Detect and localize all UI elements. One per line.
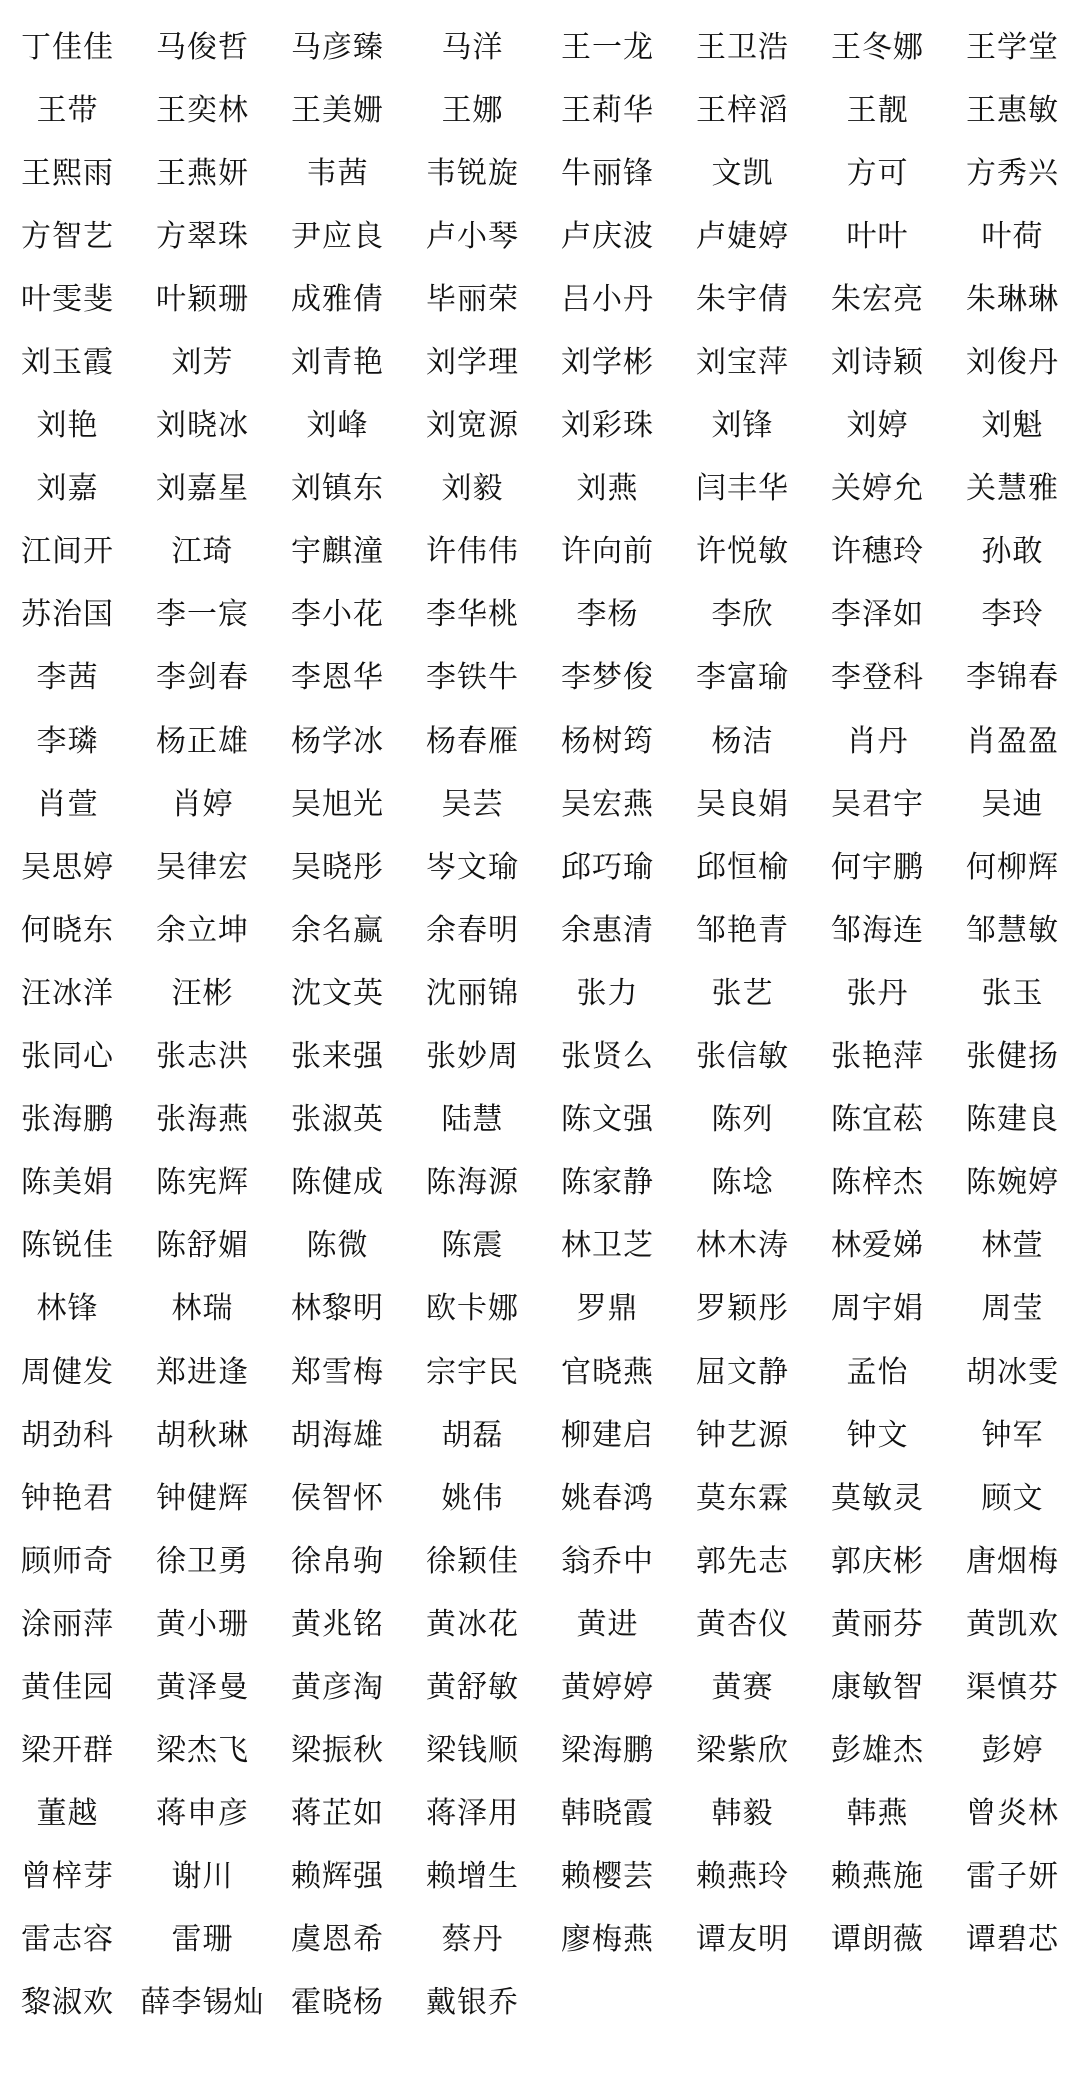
name-entry: 杨学冰 <box>291 723 384 759</box>
name-entry: 唐烟梅 <box>966 1543 1059 1579</box>
name-entry: 陈埝 <box>711 1165 774 1201</box>
name-entry: 王惠敏 <box>966 92 1059 128</box>
name-entry: 钟军 <box>981 1417 1044 1453</box>
name-entry: 余惠清 <box>561 912 654 948</box>
name-entry: 李玲 <box>981 597 1044 633</box>
name-entry: 陈宪辉 <box>156 1165 249 1201</box>
name-entry: 邹海连 <box>831 912 924 948</box>
name-entry: 林瑞 <box>171 1291 234 1327</box>
name-entry: 余立坤 <box>156 912 249 948</box>
name-entry: 彭雄杰 <box>831 1733 924 1769</box>
name-entry: 王美姗 <box>291 92 384 128</box>
name-entry: 刘婷 <box>846 408 909 444</box>
name-entry: 梁开群 <box>21 1733 114 1769</box>
name-entry: 刘锋 <box>711 408 774 444</box>
name-entry: 马彦臻 <box>291 29 384 65</box>
name-entry: 谢川 <box>171 1859 234 1895</box>
name-entry: 陈海源 <box>426 1165 519 1201</box>
name-entry: 沈丽锦 <box>426 975 519 1011</box>
name-entry: 刘峰 <box>306 408 369 444</box>
name-entry: 薛李锡灿 <box>140 1985 265 2021</box>
name-entry: 许穗玲 <box>831 534 924 570</box>
name-entry: 韩燕 <box>846 1796 909 1832</box>
name-entry: 曾梓芽 <box>21 1859 114 1895</box>
name-entry: 杨洁 <box>711 723 774 759</box>
name-entry: 黄凯欢 <box>966 1606 1059 1642</box>
name-entry: 官晓燕 <box>561 1354 654 1390</box>
name-entry: 杨正雄 <box>156 723 249 759</box>
name-entry: 吴晓彤 <box>291 849 384 885</box>
name-entry: 杨树筠 <box>561 723 654 759</box>
name-entry: 吴思婷 <box>21 849 114 885</box>
name-entry: 王熙雨 <box>21 155 114 191</box>
name-entry: 黄佳园 <box>21 1669 114 1705</box>
name-entry: 蒋泽用 <box>426 1796 519 1832</box>
name-entry: 吴迪 <box>981 786 1044 822</box>
name-entry: 张海燕 <box>156 1102 249 1138</box>
name-entry: 雷子妍 <box>966 1859 1059 1895</box>
name-entry: 吴律宏 <box>156 849 249 885</box>
name-entry: 方翠珠 <box>156 218 249 254</box>
name-entry: 赖燕玲 <box>696 1859 789 1895</box>
name-entry: 肖盈盈 <box>966 723 1059 759</box>
name-entry: 李锦春 <box>966 660 1059 696</box>
name-entry: 刘玉霞 <box>21 345 114 381</box>
name-entry: 罗鼎 <box>576 1291 639 1327</box>
name-entry: 张丹 <box>846 975 909 1011</box>
name-entry: 叶叶 <box>846 218 909 254</box>
name-entry: 李泽如 <box>831 597 924 633</box>
name-entry: 余春明 <box>426 912 519 948</box>
name-entry: 毕丽荣 <box>426 281 519 317</box>
name-entry: 张艺 <box>711 975 774 1011</box>
name-entry: 刘毅 <box>441 471 504 507</box>
name-entry: 张力 <box>576 975 639 1011</box>
name-entry: 雷珊 <box>171 1922 234 1958</box>
name-entry: 陈家静 <box>561 1165 654 1201</box>
name-entry: 张健扬 <box>966 1039 1059 1075</box>
name-entry: 徐帛驹 <box>291 1543 384 1579</box>
name-entry: 梁钱顺 <box>426 1733 519 1769</box>
name-entry: 张志洪 <box>156 1039 249 1075</box>
name-entry: 胡秋琳 <box>156 1417 249 1453</box>
name-entry: 黄赛 <box>711 1669 774 1705</box>
name-entry: 钟艺源 <box>696 1417 789 1453</box>
name-entry: 岑文瑜 <box>426 849 519 885</box>
name-entry: 曾炎林 <box>966 1796 1059 1832</box>
name-entry: 江间开 <box>21 534 114 570</box>
name-entry: 宗宇民 <box>426 1354 519 1390</box>
name-entry: 孙敢 <box>981 534 1044 570</box>
name-entry: 陈锐佳 <box>21 1228 114 1264</box>
name-entry: 陈文强 <box>561 1102 654 1138</box>
name-entry: 何晓东 <box>21 912 114 948</box>
name-entry: 李恩华 <box>291 660 384 696</box>
name-entry: 王奕林 <box>156 92 249 128</box>
name-entry: 刘晓冰 <box>156 408 249 444</box>
name-entry: 李剑春 <box>156 660 249 696</box>
name-entry: 方智艺 <box>21 218 114 254</box>
name-entry: 胡冰雯 <box>966 1354 1059 1390</box>
name-entry: 虞恩希 <box>291 1922 384 1958</box>
name-entry: 王梓滔 <box>696 92 789 128</box>
name-entry: 刘芳 <box>171 345 234 381</box>
name-entry: 方秀兴 <box>966 155 1059 191</box>
name-entry: 李梦俊 <box>561 660 654 696</box>
name-entry: 谭朗薇 <box>831 1922 924 1958</box>
name-entry: 李小花 <box>291 597 384 633</box>
name-entry: 康敏智 <box>831 1669 924 1705</box>
name-entry: 刘镇东 <box>291 471 384 507</box>
name-entry: 李茜 <box>36 660 99 696</box>
name-entry: 刘燕 <box>576 471 639 507</box>
name-entry: 沈文英 <box>291 975 384 1011</box>
name-entry: 张海鹏 <box>21 1102 114 1138</box>
name-entry: 刘彩珠 <box>561 408 654 444</box>
name-entry: 刘嘉星 <box>156 471 249 507</box>
name-entry: 卢婕婷 <box>696 218 789 254</box>
name-entry: 蒋芷如 <box>291 1796 384 1832</box>
name-entry: 赖樱芸 <box>561 1859 654 1895</box>
name-entry: 黄丽芬 <box>831 1606 924 1642</box>
name-entry: 叶荷 <box>981 218 1044 254</box>
name-entry: 姚伟 <box>441 1480 504 1516</box>
name-entry: 蒋申彦 <box>156 1796 249 1832</box>
name-entry: 黄泽曼 <box>156 1669 249 1705</box>
name-entry: 肖萱 <box>36 786 99 822</box>
name-entry: 李富瑜 <box>696 660 789 696</box>
name-entry: 卢小琴 <box>426 218 519 254</box>
name-entry: 何宇鹏 <box>831 849 924 885</box>
name-entry: 丁佳佳 <box>21 29 114 65</box>
name-entry: 刘嘉 <box>36 471 99 507</box>
name-entry: 董越 <box>36 1796 99 1832</box>
name-entry: 尹应良 <box>291 218 384 254</box>
name-entry: 韦茜 <box>306 155 369 191</box>
name-entry: 韦锐旋 <box>426 155 519 191</box>
name-entry: 徐颖佳 <box>426 1543 519 1579</box>
name-entry: 谭友明 <box>696 1922 789 1958</box>
name-entry: 陈婉婷 <box>966 1165 1059 1201</box>
name-entry: 张玉 <box>981 975 1044 1011</box>
name-entry: 李璘 <box>36 723 99 759</box>
name-entry: 周健发 <box>21 1354 114 1390</box>
name-entry: 陈建良 <box>966 1102 1059 1138</box>
name-entry: 侯智怀 <box>291 1480 384 1516</box>
name-entry: 张信敏 <box>696 1039 789 1075</box>
name-entry: 胡劲科 <box>21 1417 114 1453</box>
name-entry: 许伟伟 <box>426 534 519 570</box>
name-entry: 陈舒媚 <box>156 1228 249 1264</box>
name-entry: 渠慎芬 <box>966 1669 1059 1705</box>
name-entry: 王靓 <box>846 92 909 128</box>
name-entry: 邱巧瑜 <box>561 849 654 885</box>
name-entry: 赖增生 <box>426 1859 519 1895</box>
name-entry: 钟文 <box>846 1417 909 1453</box>
name-entry: 周宇娟 <box>831 1291 924 1327</box>
name-entry: 谭碧芯 <box>966 1922 1059 1958</box>
name-entry: 苏治国 <box>21 597 114 633</box>
name-entry: 黄杏仪 <box>696 1606 789 1642</box>
name-entry: 陈微 <box>306 1228 369 1264</box>
name-entry: 王一龙 <box>561 29 654 65</box>
name-entry: 邹艳青 <box>696 912 789 948</box>
name-entry: 张妙周 <box>426 1039 519 1075</box>
name-entry: 邹慧敏 <box>966 912 1059 948</box>
name-entry: 许悦敏 <box>696 534 789 570</box>
name-entry: 顾师奇 <box>21 1543 114 1579</box>
name-entry: 陈健成 <box>291 1165 384 1201</box>
name-entry: 林木涛 <box>696 1228 789 1264</box>
name-entry: 黄冰花 <box>426 1606 519 1642</box>
name-entry: 李杨 <box>576 597 639 633</box>
name-entry: 陈震 <box>441 1228 504 1264</box>
name-entry: 张同心 <box>21 1039 114 1075</box>
name-entry: 陆慧 <box>441 1102 504 1138</box>
name-entry: 朱宇倩 <box>696 281 789 317</box>
name-entry: 李一宸 <box>156 597 249 633</box>
name-entry: 王学堂 <box>966 29 1059 65</box>
name-entry: 屈文静 <box>696 1354 789 1390</box>
name-entry: 王卫浩 <box>696 29 789 65</box>
name-entry: 欧卡娜 <box>426 1291 519 1327</box>
name-entry: 姚春鸿 <box>561 1480 654 1516</box>
name-entry: 李欣 <box>711 597 774 633</box>
name-entry: 柳建启 <box>561 1417 654 1453</box>
name-entry: 梁杰飞 <box>156 1733 249 1769</box>
name-entry: 林黎明 <box>291 1291 384 1327</box>
name-entry: 顾文 <box>981 1480 1044 1516</box>
name-entry: 赖辉强 <box>291 1859 384 1895</box>
name-entry: 宇麒潼 <box>291 534 384 570</box>
name-grid <box>0 12 1080 2031</box>
name-entry: 何柳辉 <box>966 849 1059 885</box>
name-entry: 梁紫欣 <box>696 1733 789 1769</box>
name-entry: 刘诗颖 <box>831 345 924 381</box>
name-entry: 刘学彬 <box>561 345 654 381</box>
name-entry: 翁乔中 <box>561 1543 654 1579</box>
name-entry: 黎淑欢 <box>21 1985 114 2021</box>
name-entry: 吴君宇 <box>831 786 924 822</box>
name-entry: 黄进 <box>576 1606 639 1642</box>
name-entry: 吴芸 <box>441 786 504 822</box>
name-entry: 张艳萍 <box>831 1039 924 1075</box>
name-entry: 马俊哲 <box>156 29 249 65</box>
name-entry: 关婷允 <box>831 471 924 507</box>
name-entry: 梁振秋 <box>291 1733 384 1769</box>
name-entry: 黄婷婷 <box>561 1669 654 1705</box>
name-entry: 陈列 <box>711 1102 774 1138</box>
name-entry: 刘学理 <box>426 345 519 381</box>
name-entry: 胡磊 <box>441 1417 504 1453</box>
name-entry: 卢庆波 <box>561 218 654 254</box>
name-entry: 韩毅 <box>711 1796 774 1832</box>
name-entry: 文凯 <box>711 155 774 191</box>
name-entry: 杨春雁 <box>426 723 519 759</box>
name-entry: 钟健辉 <box>156 1480 249 1516</box>
name-entry: 郑雪梅 <box>291 1354 384 1390</box>
name-entry: 叶雯斐 <box>21 281 114 317</box>
name-entry: 王燕妍 <box>156 155 249 191</box>
name-entry: 王冬娜 <box>831 29 924 65</box>
name-entry: 韩晓霞 <box>561 1796 654 1832</box>
name-entry: 梁海鹏 <box>561 1733 654 1769</box>
name-entry: 罗颖彤 <box>696 1291 789 1327</box>
name-entry: 邱恒榆 <box>696 849 789 885</box>
name-entry: 雷志容 <box>21 1922 114 1958</box>
name-entry: 陈宜菘 <box>831 1102 924 1138</box>
name-entry: 江琦 <box>171 534 234 570</box>
name-entry: 彭婷 <box>981 1733 1044 1769</box>
name-entry: 郑进逢 <box>156 1354 249 1390</box>
name-entry: 马洋 <box>441 29 504 65</box>
name-entry: 李铁牛 <box>426 660 519 696</box>
name-entry: 刘俊丹 <box>966 345 1059 381</box>
name-entry: 刘宽源 <box>426 408 519 444</box>
name-entry: 林卫芝 <box>561 1228 654 1264</box>
name-entry: 陈美娟 <box>21 1165 114 1201</box>
name-entry: 周莹 <box>981 1291 1044 1327</box>
name-entry: 汪冰洋 <box>21 975 114 1011</box>
name-entry: 吴旭光 <box>291 786 384 822</box>
name-entry: 林爱娣 <box>831 1228 924 1264</box>
name-entry: 廖梅燕 <box>561 1922 654 1958</box>
name-entry: 刘宝萍 <box>696 345 789 381</box>
name-entry: 郭先志 <box>696 1543 789 1579</box>
name-entry: 赖燕施 <box>831 1859 924 1895</box>
name-entry: 牛丽锋 <box>561 155 654 191</box>
name-entry: 黄彦淘 <box>291 1669 384 1705</box>
name-entry: 方可 <box>846 155 909 191</box>
name-entry: 刘魁 <box>981 408 1044 444</box>
name-entry: 吕小丹 <box>561 281 654 317</box>
name-entry: 张淑英 <box>291 1102 384 1138</box>
name-entry: 吴宏燕 <box>561 786 654 822</box>
name-entry: 许向前 <box>561 534 654 570</box>
name-entry: 闫丰华 <box>696 471 789 507</box>
name-entry: 黄小珊 <box>156 1606 249 1642</box>
name-entry: 王娜 <box>441 92 504 128</box>
name-entry: 徐卫勇 <box>156 1543 249 1579</box>
name-entry: 蔡丹 <box>441 1922 504 1958</box>
name-entry: 霍晓杨 <box>291 1985 384 2021</box>
name-entry: 陈梓杰 <box>831 1165 924 1201</box>
name-entry: 王莉华 <box>561 92 654 128</box>
name-entry: 黄舒敏 <box>426 1669 519 1705</box>
name-entry: 涂丽萍 <box>21 1606 114 1642</box>
name-entry: 余名赢 <box>291 912 384 948</box>
name-entry: 郭庆彬 <box>831 1543 924 1579</box>
name-entry: 关慧雅 <box>966 471 1059 507</box>
name-entry: 朱琳琳 <box>966 281 1059 317</box>
name-entry: 黄兆铭 <box>291 1606 384 1642</box>
name-entry: 肖丹 <box>846 723 909 759</box>
name-entry: 李登科 <box>831 660 924 696</box>
name-entry: 汪彬 <box>171 975 234 1011</box>
name-entry: 王带 <box>36 92 99 128</box>
name-entry: 朱宏亮 <box>831 281 924 317</box>
name-entry: 林萱 <box>981 1228 1044 1264</box>
name-entry: 刘艳 <box>36 408 99 444</box>
name-entry: 李华桃 <box>426 597 519 633</box>
name-entry: 吴良娟 <box>696 786 789 822</box>
name-entry: 莫敏灵 <box>831 1480 924 1516</box>
name-entry: 林锋 <box>36 1291 99 1327</box>
name-entry: 成雅倩 <box>291 281 384 317</box>
name-entry: 钟艳君 <box>21 1480 114 1516</box>
name-entry: 张来强 <box>291 1039 384 1075</box>
name-entry: 孟怡 <box>846 1354 909 1390</box>
name-entry: 张贤么 <box>561 1039 654 1075</box>
name-entry: 叶颖珊 <box>156 281 249 317</box>
name-entry: 肖婷 <box>171 786 234 822</box>
name-entry: 胡海雄 <box>291 1417 384 1453</box>
name-entry: 戴银乔 <box>426 1985 519 2021</box>
name-entry: 莫东霖 <box>696 1480 789 1516</box>
name-entry: 刘青艳 <box>291 345 384 381</box>
